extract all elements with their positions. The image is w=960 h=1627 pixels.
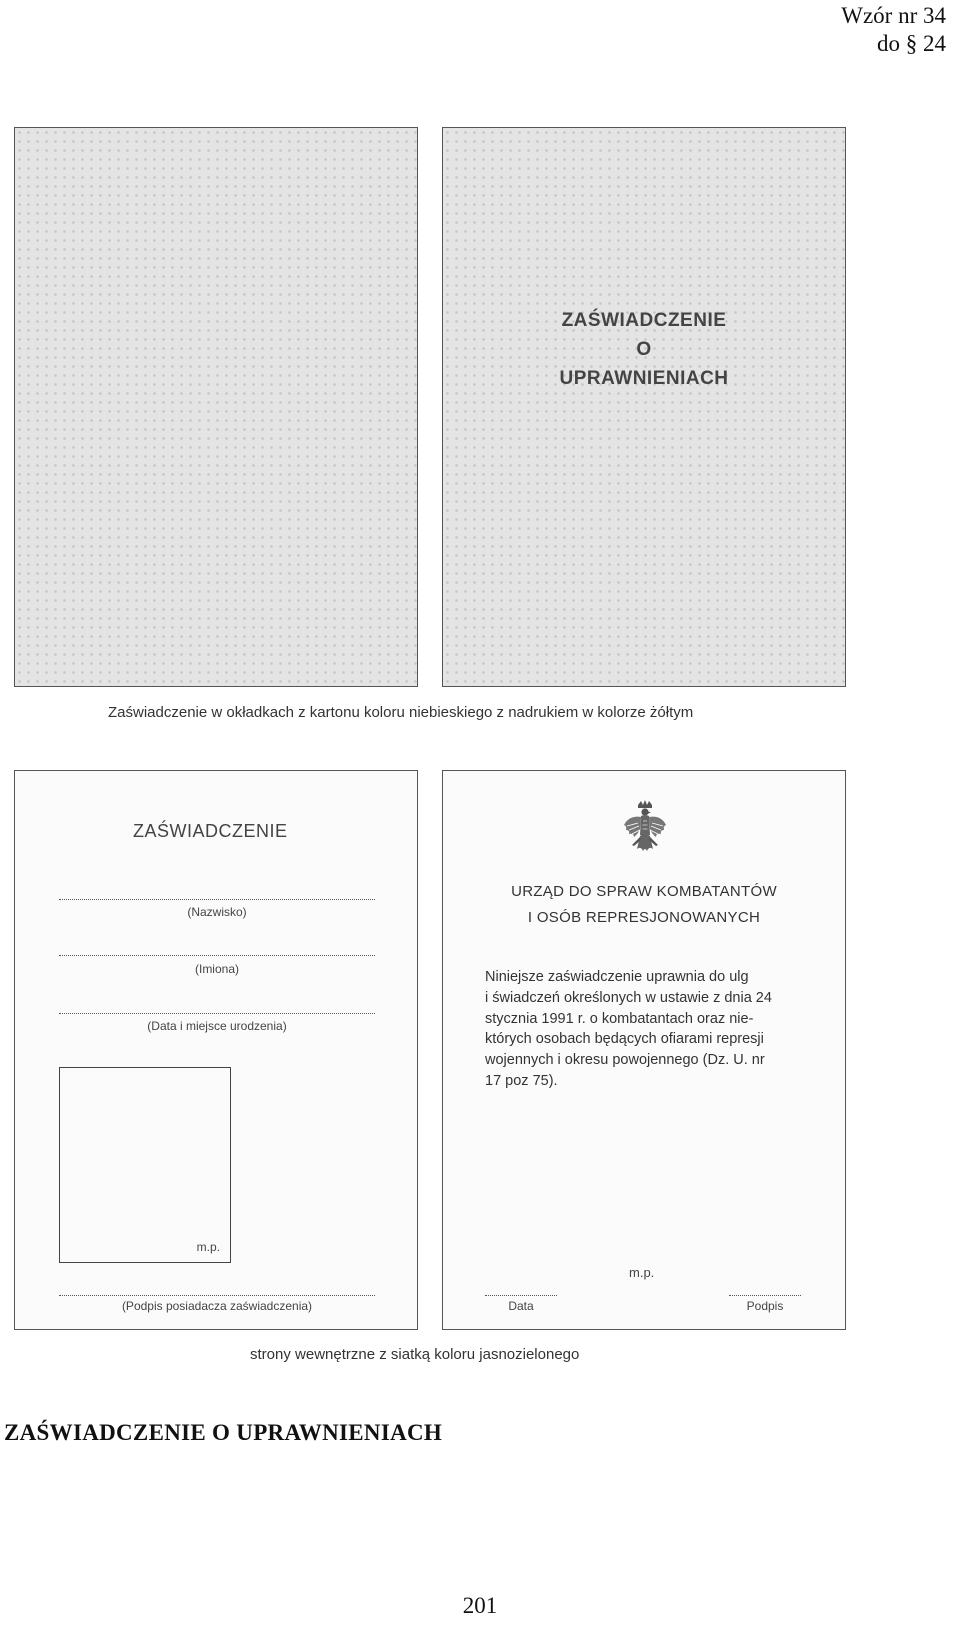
cover-title xyxy=(443,306,845,393)
model-reference xyxy=(841,2,946,58)
inner-left-panel xyxy=(14,770,418,1330)
page-number: 201 xyxy=(462,1593,498,1618)
signature-line xyxy=(729,1295,801,1296)
cover-title-line: ZAŚWIADCZENIE xyxy=(561,310,727,331)
cover-front-panel xyxy=(442,127,846,687)
surname-line xyxy=(59,899,375,900)
entitlement-text-line: 17 poz 75). xyxy=(485,1072,558,1089)
entitlement-text-line: wojennych i okresu powojennego (Dz. U. nr xyxy=(485,1052,765,1069)
entitlement-text xyxy=(485,967,805,1092)
entitlement-text-line: których osobach będących ofiarami represji xyxy=(485,1031,764,1048)
birth-date-place-line xyxy=(59,1013,375,1014)
official-stamp-label: m.p. xyxy=(629,1265,655,1280)
photo-stamp-label: m.p. xyxy=(196,1240,220,1254)
paragraph-reference: do § 24 xyxy=(877,31,946,56)
date-label: Data xyxy=(508,1299,534,1313)
office-name xyxy=(443,879,845,931)
entitlement-text-line: Niniejsze zaświadczenie uprawnia do ulg xyxy=(485,969,749,985)
holder-signature-line xyxy=(59,1295,375,1296)
model-number: Wzór nr 34 xyxy=(841,3,946,28)
inner-title: ZAŚWIADCZENIE xyxy=(133,821,288,841)
given-names-label: (Imiona) xyxy=(194,962,239,976)
given-names-line xyxy=(59,955,375,956)
entitlement-text-line: stycznia 1991 r. o kombatantach oraz nie- xyxy=(485,1010,754,1027)
office-name-line: URZĄD DO SPRAW KOMBATANTÓW xyxy=(511,883,777,900)
cover-caption: Zaświadczenie w okładkach z kartonu koloru niebieskiego z nadrukiem w kolorze żółtym xyxy=(108,704,694,721)
cover-title-line: O xyxy=(636,339,652,360)
photo-box xyxy=(59,1067,231,1263)
document-title: ZAŚWIADCZENIE O UPRAWNIENIACH xyxy=(4,1420,443,1445)
holder-signature-label: (Podpis posiadacza zaświadczenia) xyxy=(121,1299,313,1313)
inner-right-panel xyxy=(442,770,846,1330)
polish-eagle-emblem-icon xyxy=(621,799,669,859)
cover-title-line: UPRAWNIENIACH xyxy=(559,368,729,389)
surname-label: (Nazwisko) xyxy=(187,905,247,919)
office-name-line: I OSÓB REPRESJONOWANYCH xyxy=(527,909,761,926)
birth-date-place-label: (Data i miejsce urodzenia) xyxy=(147,1019,287,1033)
cover-back-panel xyxy=(14,127,418,687)
signature-label: Podpis xyxy=(746,1299,784,1313)
inner-caption: strony wewnętrzne z siatką koloru jasnozielonego xyxy=(250,1346,580,1363)
date-line xyxy=(485,1295,557,1296)
entitlement-text-line: i świadczeń określonych w ustawie z dnia 24 xyxy=(485,989,772,1006)
